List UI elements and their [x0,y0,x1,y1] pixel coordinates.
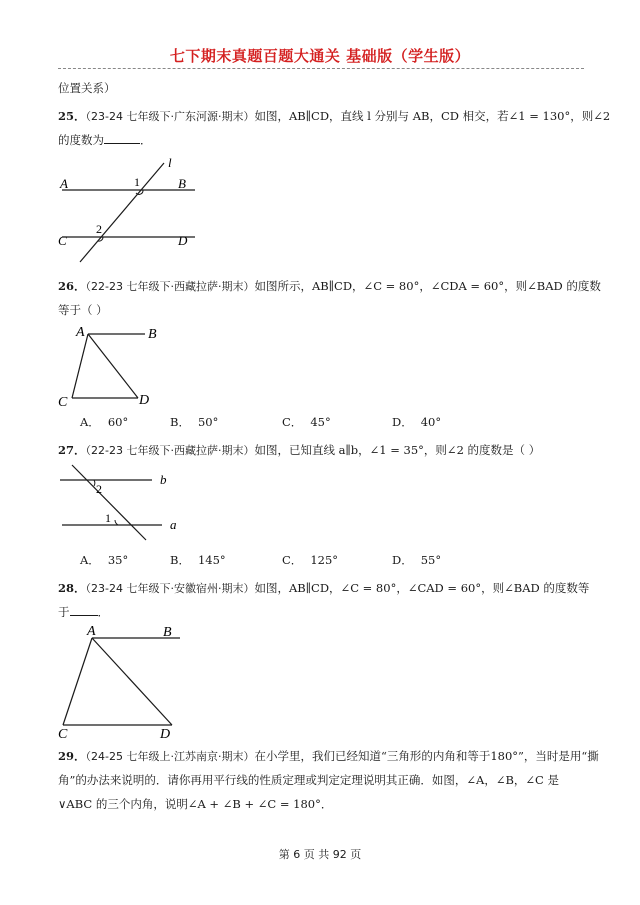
q25-label-a: A [60,176,68,191]
q26-option-b[interactable]: B． 50° [170,415,219,429]
q28-label-d: D [160,727,171,742]
q26-label-c: C [58,395,68,410]
q28-figure [50,622,200,744]
q25-stem-line1: 如图，AB∥CD，直线 l 分别与 AB，CD 相交，若∠1 = 130°，则∠2 [254,109,611,123]
q26-segment-ac [72,334,88,398]
q25-line-l [80,163,164,262]
q25-label-angle1: 1 [134,175,140,189]
q25-label-c: C [58,233,67,248]
q27-figure [50,462,190,544]
q26-label-a: A [76,325,85,340]
q27-option-a[interactable]: A． 35° [80,553,129,567]
q26-stem-line2: 等于（ ） [58,303,108,317]
q25-line2 [58,132,152,148]
q29-source: （24-25 七年级上·江苏南京·期末） [85,750,255,763]
page-header-title: 七下期末真题百题大通关 基础版（学生版） [169,47,471,65]
q25-number: 25． [58,109,86,123]
q27-angle2-arc [94,480,95,486]
q25-label-b: B [178,176,186,191]
q27-label-b: b [160,472,167,487]
q27-label-angle1: 1 [105,511,111,525]
q28-label-c: C [58,727,68,742]
carryover-text: 位置关系） [58,81,116,95]
q26-option-d[interactable]: D． 40° [392,415,442,429]
q27-line1 [58,442,540,459]
q26-line1 [58,278,601,295]
q27-option-b[interactable]: B． 145° [170,553,226,567]
q25-line2-end: ． [140,133,152,147]
q25-source: （23-24 七年级下·广东河源·期末） [85,110,255,123]
q27-source: （22-23 七年级下·西藏拉萨·期末） [85,444,255,457]
q26-source: （22-23 七年级下·西藏拉萨·期末） [85,280,255,293]
q25-label-angle2: 2 [96,222,102,236]
q25-answer-blank[interactable] [104,132,140,144]
q28-source: （23-24 七年级下·安徽宿州·期末） [85,582,255,595]
header-divider [58,68,584,69]
q26-label-b: B [148,327,157,342]
q28-segment-ac [63,638,92,725]
q25-label-l: l [168,155,172,170]
q26-number: 26． [58,279,86,293]
q26-option-c[interactable]: C． 45° [282,415,331,429]
q27-angle1-arc [115,520,118,525]
q25-figure [50,155,210,270]
q28-label-b: B [163,625,172,640]
q25-stem-line2: 的度数为 [58,133,104,147]
q29-stem-line1: 在小学里，我们已经知道“三角形的内角和等于180°”，当时是用“撕 [254,749,599,763]
q27-label-a: a [170,517,177,532]
q29-stem-line2: 角”的办法来说明的．请你再用平行线的性质定理或判定定理说明其正确．如图，∠A，∠B，∠C 是 [58,773,559,787]
q26-label-d: D [139,393,150,408]
q28-line1 [58,580,589,597]
q28-stem-line1: 如图，AB∥CD，∠C = 80°，∠CAD = 60°，则∠BAD 的度数等 [254,581,590,595]
q26-figure [50,322,180,410]
q28-line2 [58,604,109,620]
q28-line2-end: ． [97,605,109,619]
q27-stem-line1: 如图，已知直线 a∥b，∠1 = 35°，则∠2 的度数是（ ） [254,443,541,457]
q27-label-angle2: 2 [96,482,102,496]
q28-stem-line2: 于 [58,605,70,619]
q29-line1 [58,748,599,765]
q25-line1 [58,108,610,125]
q26-option-a[interactable]: A． 60° [80,415,129,429]
q27-option-d[interactable]: D． 55° [392,553,442,567]
page-footer: 第 6 页 共 92 页 [278,848,362,861]
q28-number: 28． [58,581,86,595]
q27-number: 27． [58,443,86,457]
q28-label-a: A [87,624,96,639]
q25-label-d: D [178,233,188,248]
q29-number: 29． [58,749,86,763]
q28-answer-blank[interactable] [70,604,98,616]
q29-stem-line3: ∨ABC 的三个内角，说明∠A + ∠B + ∠C = 180°． [58,797,333,811]
q27-option-c[interactable]: C． 125° [282,553,339,567]
q27-transversal [72,465,146,540]
q28-segment-ad [92,638,172,725]
q26-stem-line1: 如图所示，AB∥CD，∠C = 80°，∠CDA = 60°，则∠BAD 的度数 [254,279,601,293]
q26-segment-ad [88,334,138,398]
